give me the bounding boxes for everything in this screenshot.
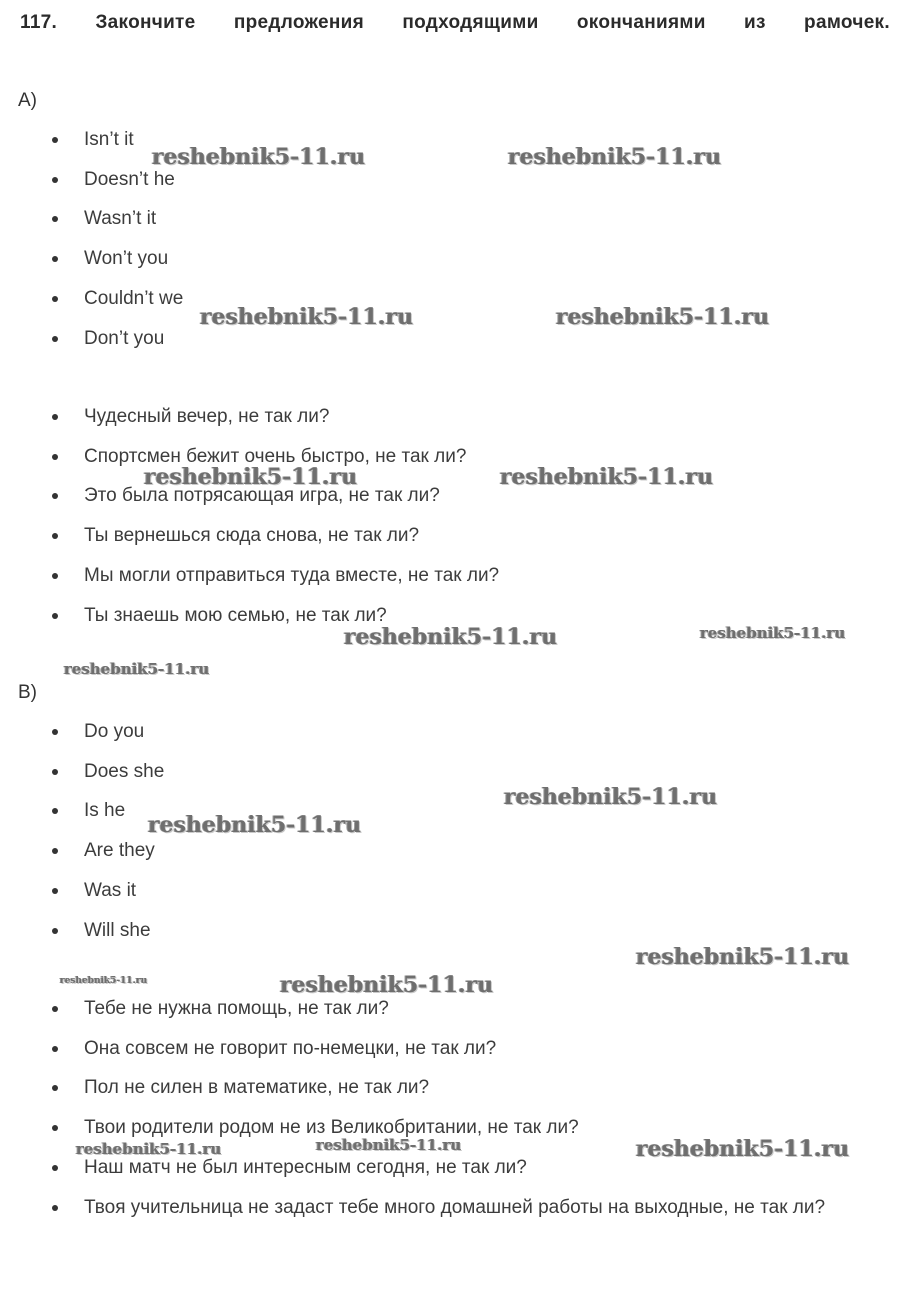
watermark: reshebnik5-11.ru bbox=[344, 624, 558, 650]
watermark: reshebnik5-11.ru bbox=[636, 1136, 850, 1162]
sentence-item: Тебе не нужна помощь, не так ли? bbox=[52, 997, 389, 1021]
bullet-icon bbox=[52, 493, 58, 499]
tag-item: Isn’t it bbox=[52, 128, 134, 152]
watermark: reshebnik5-11.ru bbox=[144, 464, 358, 490]
title-word: окончаниями bbox=[576, 12, 706, 33]
watermark: reshebnik5-11.ru bbox=[316, 1136, 462, 1154]
bullet-icon bbox=[52, 1205, 58, 1211]
sentence-item: Она совсем не говорит по-немецки, не так ли? bbox=[52, 1037, 496, 1061]
watermark: reshebnik5-11.ru bbox=[556, 304, 770, 330]
title-word: Закончите bbox=[95, 12, 196, 33]
sentence-item: Спортсмен бежит очень быстро, не так ли? bbox=[52, 445, 466, 469]
bullet-icon bbox=[52, 888, 58, 894]
watermark: reshebnik5-11.ru bbox=[636, 944, 850, 970]
watermark: reshebnik5-11.ru bbox=[700, 624, 846, 642]
section-b-label: B) bbox=[18, 682, 37, 703]
watermark: reshebnik5-11.ru bbox=[280, 972, 494, 998]
title-word: подходящими bbox=[402, 12, 539, 33]
sentence-item: Ты знаешь мою семью, не так ли? bbox=[52, 604, 387, 628]
sentence-item: Это была потрясающая игра, не так ли? bbox=[52, 484, 440, 508]
bullet-icon bbox=[52, 1165, 58, 1171]
tag-item: Will she bbox=[52, 919, 151, 943]
exercise-title bbox=[20, 12, 890, 34]
bullet-icon bbox=[52, 177, 58, 183]
bullet-icon bbox=[52, 808, 58, 814]
bullet-icon bbox=[52, 848, 58, 854]
bullet-icon bbox=[52, 928, 58, 934]
bullet-icon bbox=[52, 729, 58, 735]
watermark: reshebnik5-11.ru bbox=[148, 812, 362, 838]
sentence-item: Мы могли отправиться туда вместе, не так ли? bbox=[52, 564, 499, 588]
tag-item: Doesn’t he bbox=[52, 168, 175, 192]
watermark: reshebnik5-11.ru bbox=[152, 144, 366, 170]
tag-item: Was it bbox=[52, 879, 136, 903]
watermark: reshebnik5-11.ru bbox=[508, 144, 722, 170]
bullet-icon bbox=[52, 296, 58, 302]
bullet-icon bbox=[52, 414, 58, 420]
bullet-icon bbox=[52, 769, 58, 775]
tag-item: Does she bbox=[52, 760, 164, 784]
tag-item: Do you bbox=[52, 720, 144, 744]
bullet-icon bbox=[52, 613, 58, 619]
title-word: рамочек. bbox=[804, 12, 890, 33]
tag-item: Won’t you bbox=[52, 247, 168, 271]
sentence-item: Пол не силен в математике, не так ли? bbox=[52, 1076, 429, 1100]
watermark: reshebnik5-11.ru bbox=[76, 1140, 222, 1158]
bullet-icon bbox=[52, 1006, 58, 1012]
bullet-icon bbox=[52, 137, 58, 143]
bullet-icon bbox=[52, 1046, 58, 1052]
tag-item: Wasn’t it bbox=[52, 207, 156, 231]
bullet-icon bbox=[52, 336, 58, 342]
sentence-item: Твоя учительница не задаст тебе много домашней работы на выходные, не так ли? bbox=[52, 1196, 884, 1228]
bullet-icon bbox=[52, 1125, 58, 1131]
watermark: reshebnik5-11.ru bbox=[200, 304, 414, 330]
title-word: из bbox=[744, 12, 766, 33]
sentence-item: Чудесный вечер, не так ли? bbox=[52, 405, 329, 429]
bullet-icon bbox=[52, 573, 58, 579]
title-word: предложения bbox=[233, 12, 365, 33]
watermark: reshebnik5-11.ru bbox=[60, 976, 148, 986]
exercise-number: 117. bbox=[20, 12, 58, 33]
tag-item: Is he bbox=[52, 799, 125, 823]
tag-item: Couldn’t we bbox=[52, 287, 183, 311]
tag-item: Don’t you bbox=[52, 327, 164, 351]
bullet-icon bbox=[52, 533, 58, 539]
sentence-item: Твои родители родом не из Великобритании, не так ли? bbox=[52, 1116, 579, 1140]
bullet-icon bbox=[52, 256, 58, 262]
bullet-icon bbox=[52, 1085, 58, 1091]
bullet-icon bbox=[52, 216, 58, 222]
watermark: reshebnik5-11.ru bbox=[504, 784, 718, 810]
watermark: reshebnik5-11.ru bbox=[64, 660, 210, 678]
sentence-item: Наш матч не был интересным сегодня, не так ли? bbox=[52, 1156, 527, 1180]
section-a-label: A) bbox=[18, 90, 37, 111]
sentence-item: Ты вернешься сюда снова, не так ли? bbox=[52, 524, 419, 548]
bullet-icon bbox=[52, 454, 58, 460]
watermark: reshebnik5-11.ru bbox=[500, 464, 714, 490]
tag-item: Are they bbox=[52, 839, 155, 863]
